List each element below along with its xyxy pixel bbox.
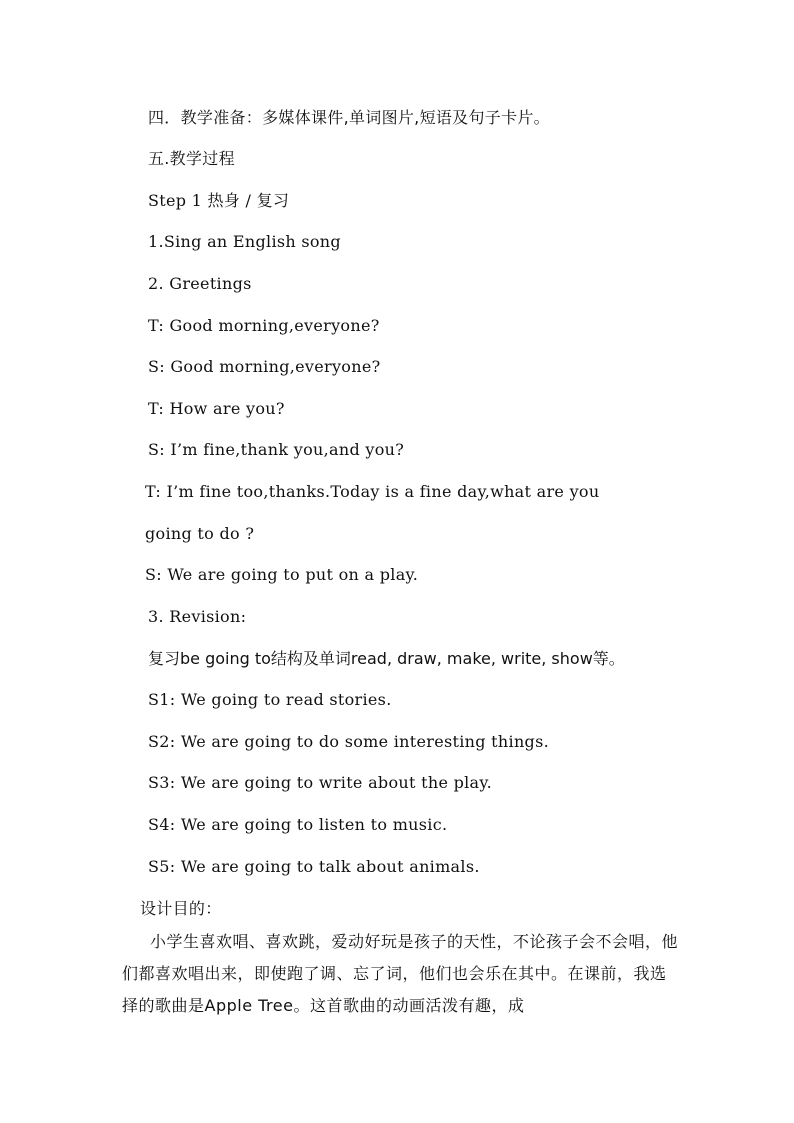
item-sing-song: 1.Sing an English song xyxy=(148,232,341,251)
step-1-heading: Step 1 热身 / 复习 xyxy=(148,191,290,210)
dialogue-line: S: I’m fine,thank you,and you? xyxy=(148,440,405,459)
student-line: S2: We are going to do some interesting things. xyxy=(148,732,549,751)
dialogue-line: T: Good morning,everyone? xyxy=(148,316,380,335)
dialogue-line: S: We are going to put on a play. xyxy=(145,565,419,584)
design-purpose-paragraph: 小学生喜欢唱、喜欢跳，爱动好玩是孩子的天性，不论孩子会不会唱，他们都喜欢唱出来，即使跑了调、忘了词，他们也会乐在其中。在课前，我选择的歌曲是Apple Tree。这首歌曲的动画活泼有趣，成 xyxy=(122,932,679,1015)
item-greetings: 2. Greetings xyxy=(148,274,252,293)
dialogue-line: S: Good morning,everyone? xyxy=(148,357,381,376)
section-teaching-process-heading: 五.教学过程 xyxy=(148,149,235,168)
section-teaching-preparation: 四．教学准备：多媒体课件,单词图片,短语及句子卡片。 xyxy=(148,108,550,127)
dialogue-line: T: I’m fine too,thanks.Today is a fine day,what are you xyxy=(145,482,600,501)
revision-description: 复习be going to结构及单词read, draw, make, write, show等。 xyxy=(148,649,625,668)
student-line: S3: We are going to write about the play. xyxy=(148,773,492,792)
dialogue-line-continued: going to do ? xyxy=(145,524,255,543)
student-line: S4: We are going to listen to music. xyxy=(148,815,448,834)
item-revision: 3. Revision: xyxy=(148,607,247,626)
dialogue-line: T: How are you? xyxy=(148,399,285,418)
student-line: S5: We are going to talk about animals. xyxy=(148,857,480,876)
design-purpose-heading: 设计目的： xyxy=(140,899,222,918)
student-line: S1: We going to read stories. xyxy=(148,690,392,709)
